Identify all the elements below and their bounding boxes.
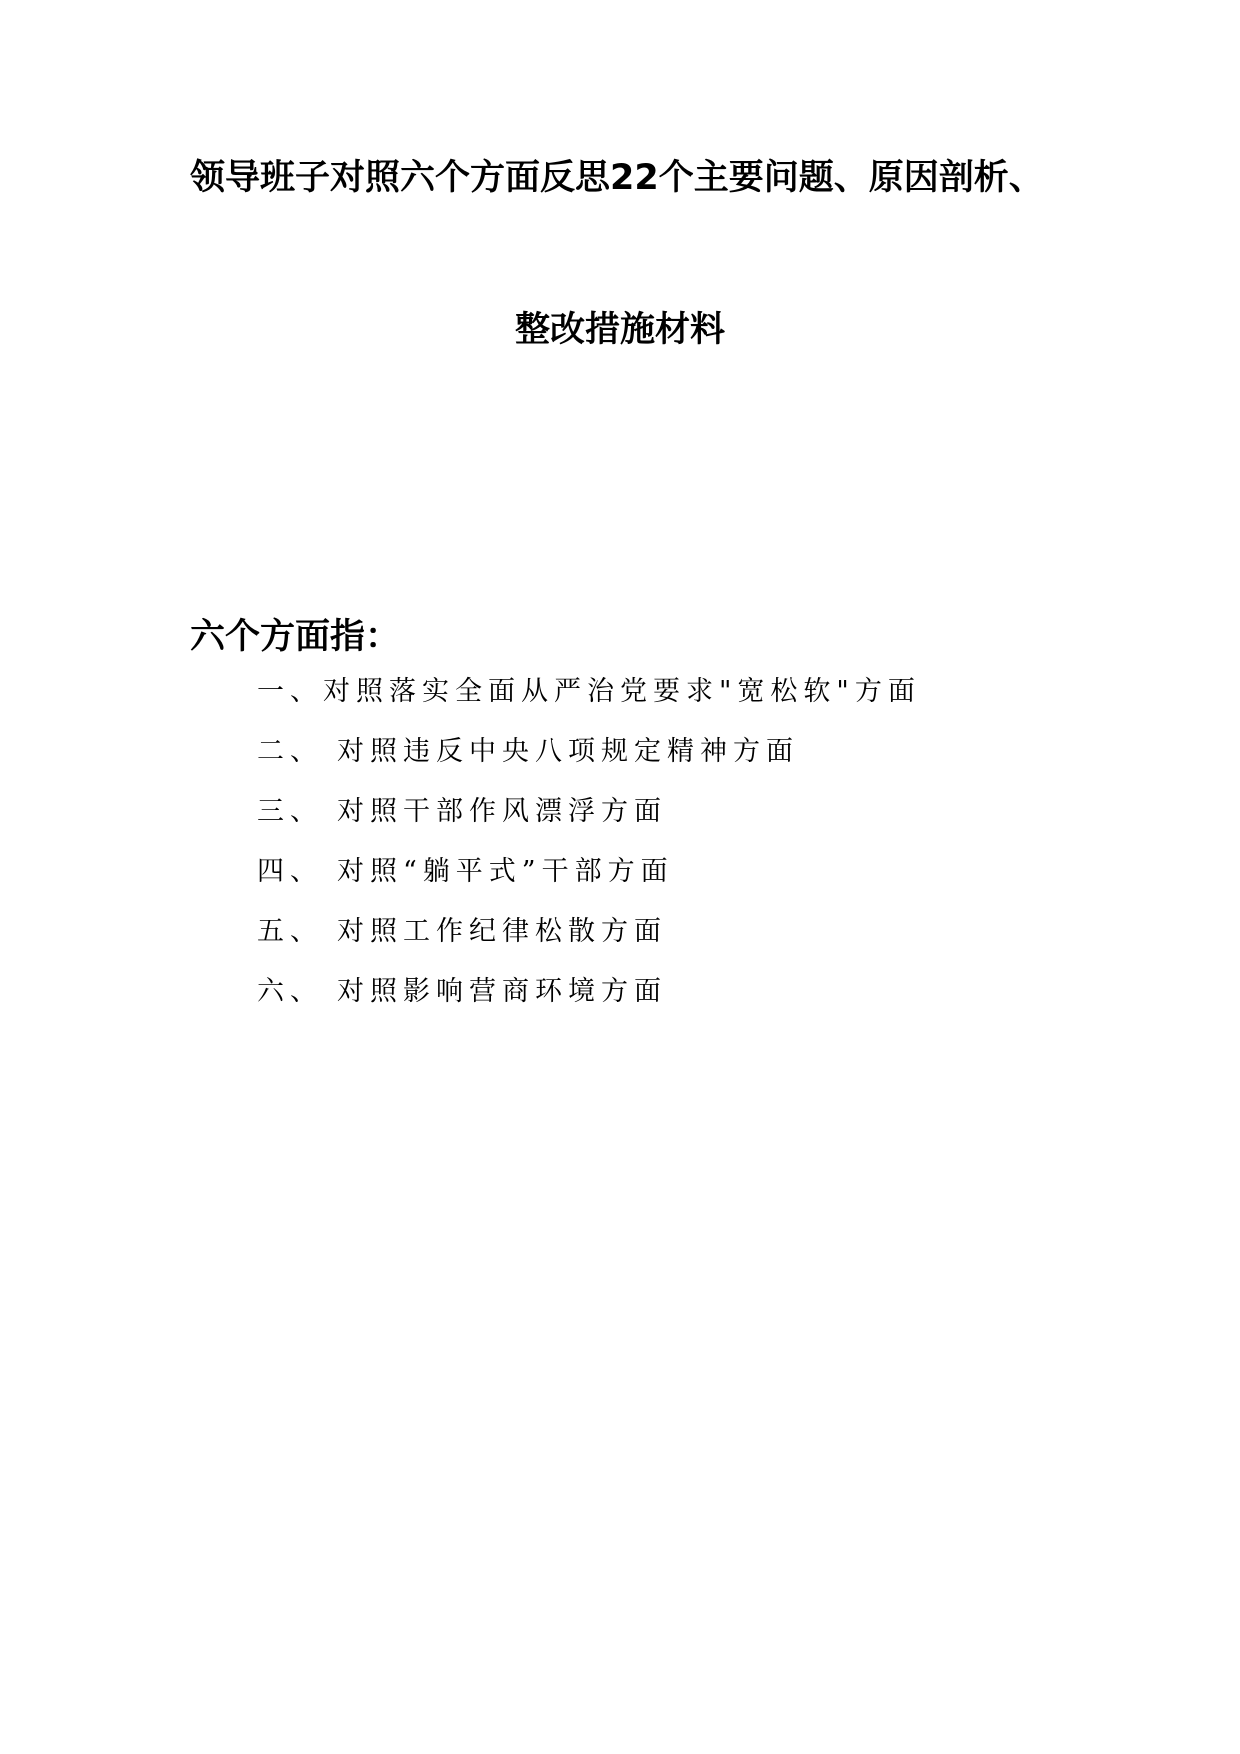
aspect-text: 对照落实全面从严治党要求"宽松软"方面 — [323, 676, 921, 707]
aspect-item-3 — [257, 790, 921, 850]
aspect-number: 五、 — [257, 916, 323, 947]
aspect-number: 六、 — [257, 976, 323, 1007]
aspect-text: 对照影响营商环境方面 — [337, 976, 667, 1007]
aspect-number: 四、 — [257, 856, 323, 887]
section-heading: 六个方面指： — [190, 617, 401, 657]
document-subtitle-text: 整改措施材料 — [514, 310, 725, 350]
aspect-number: 二、 — [257, 736, 323, 767]
aspect-item-1 — [257, 670, 921, 730]
aspect-text: 对照违反中央八项规定精神方面 — [337, 736, 799, 767]
aspect-item-6 — [257, 970, 921, 1030]
aspect-item-2 — [257, 730, 921, 790]
aspect-number: 三、 — [257, 796, 323, 827]
aspect-text: 对照工作纪律松散方面 — [337, 916, 667, 947]
document-subtitle — [0, 302, 1240, 359]
aspect-item-4 — [257, 850, 921, 910]
aspect-number: 一、 — [257, 676, 323, 707]
aspect-text: 对照“躺平式”干部方面 — [337, 856, 674, 887]
aspect-item-5 — [257, 910, 921, 970]
document-title: 领导班子对照六个方面反思22个主要问题、原因剖析、 — [190, 158, 1044, 198]
aspect-text: 对照干部作风漂浮方面 — [337, 796, 667, 827]
aspect-list — [257, 670, 921, 1030]
